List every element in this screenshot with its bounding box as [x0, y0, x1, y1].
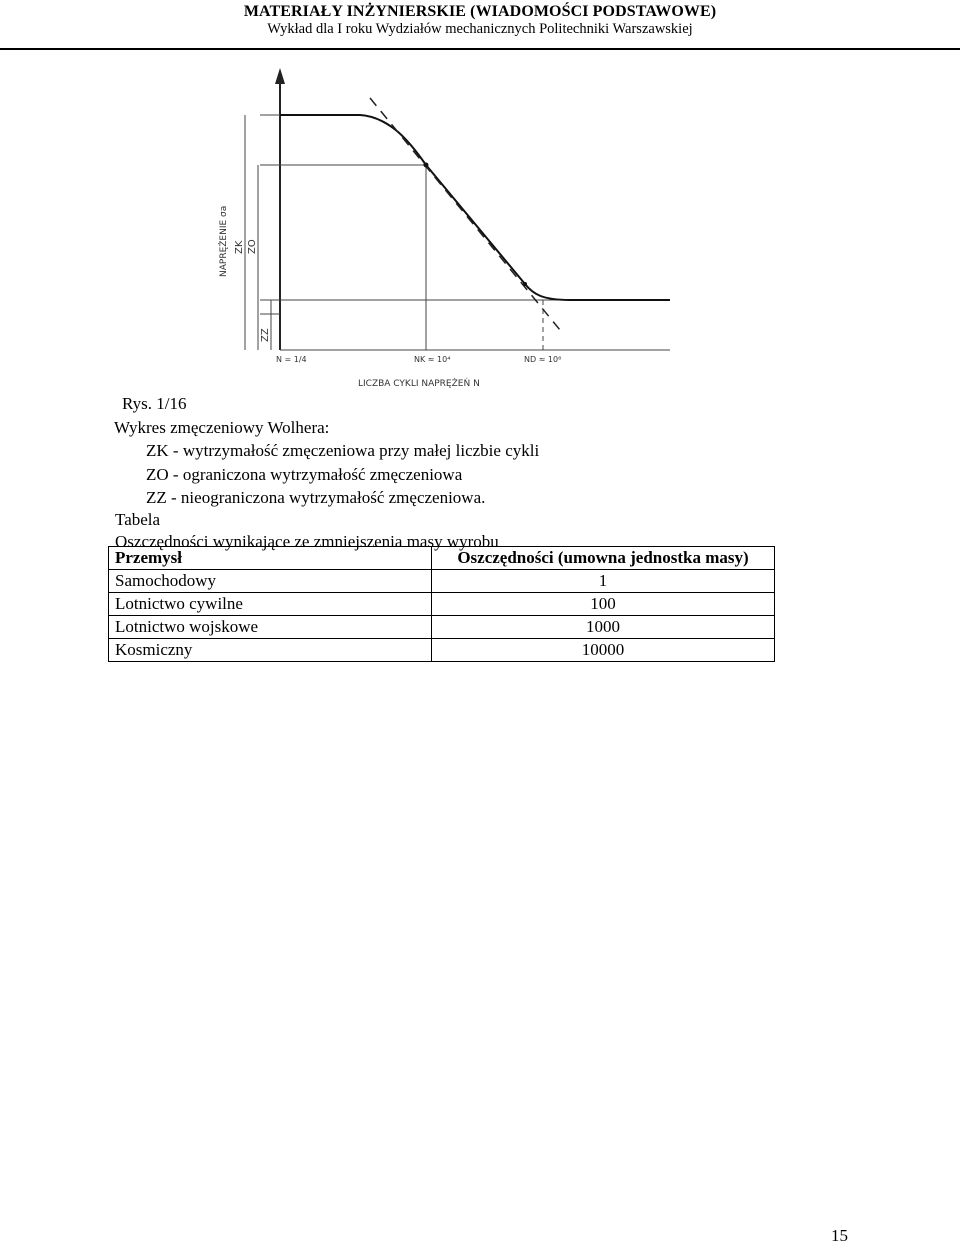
table-label: Tabela: [115, 510, 161, 529]
caption-item: ZK - wytrzymałość zmęczeniowa przy małej liczbie cykli: [146, 441, 540, 460]
caption-item: ZO - ograniczona wytrzymałość zmęczeniowa: [146, 464, 463, 484]
cell-savings: 100: [432, 593, 775, 616]
asymptote-line: [370, 98, 560, 330]
y-axis-label: NAPRĘŻENIE σa: [219, 205, 229, 277]
table-row: [109, 616, 775, 639]
caption-item: ZZ - nieograniczona wytrzymałość zmęczeniowa.: [146, 488, 486, 507]
cell-savings: 10000: [432, 639, 775, 662]
table-caption: Oszczędności wynikające ze zmniejszenia masy wyrobu: [115, 532, 499, 551]
header-industry: Przemysł: [109, 547, 432, 570]
wohler-diagram: [200, 62, 700, 392]
fatigue-curve: [280, 115, 670, 300]
cell-industry: Lotnictwo wojskowe: [109, 616, 432, 639]
x-axis-label: LICZBA CYKLI NAPRĘŻEŃ N: [358, 379, 480, 389]
figure-title: Wykres zmęczeniowy Wolhera:: [114, 417, 330, 437]
cell-industry: Kosmiczny: [109, 639, 432, 662]
page-header: [0, 0, 960, 50]
level-zk: ZK: [234, 240, 245, 254]
table-row: [109, 570, 775, 593]
header-savings: Oszczędności (umowna jednostka masy): [432, 547, 775, 570]
cell-savings: 1000: [432, 616, 775, 639]
y-axis-arrow: [275, 68, 285, 84]
savings-table: [108, 546, 775, 662]
figure-ref: Rys. 1/16: [122, 394, 187, 413]
table-row: [109, 639, 775, 662]
cell-industry: Samochodowy: [109, 570, 432, 593]
table-header-row: [109, 547, 775, 570]
cell-industry: Lotnictwo cywilne: [109, 593, 432, 616]
level-zo: ZO: [247, 239, 258, 254]
tick-nk: NK ≈ 10⁴: [414, 355, 451, 364]
header-title: MATERIAŁY INŻYNIERSKIE (WIADOMOŚCI PODSTAWOWE): [243, 3, 717, 20]
header-subtitle: Wykład dla I roku Wydziałów mechanicznych Politechniki Warszawskiej: [267, 21, 693, 37]
figure-caption: [114, 392, 540, 510]
table-row: [109, 593, 775, 616]
level-zz: ZZ: [260, 328, 271, 342]
tick-n1: N = 1/4: [276, 355, 307, 364]
tick-nd: ND ≈ 10⁶: [524, 355, 562, 364]
cell-savings: 1: [432, 570, 775, 593]
page-number: 15: [831, 1226, 848, 1245]
